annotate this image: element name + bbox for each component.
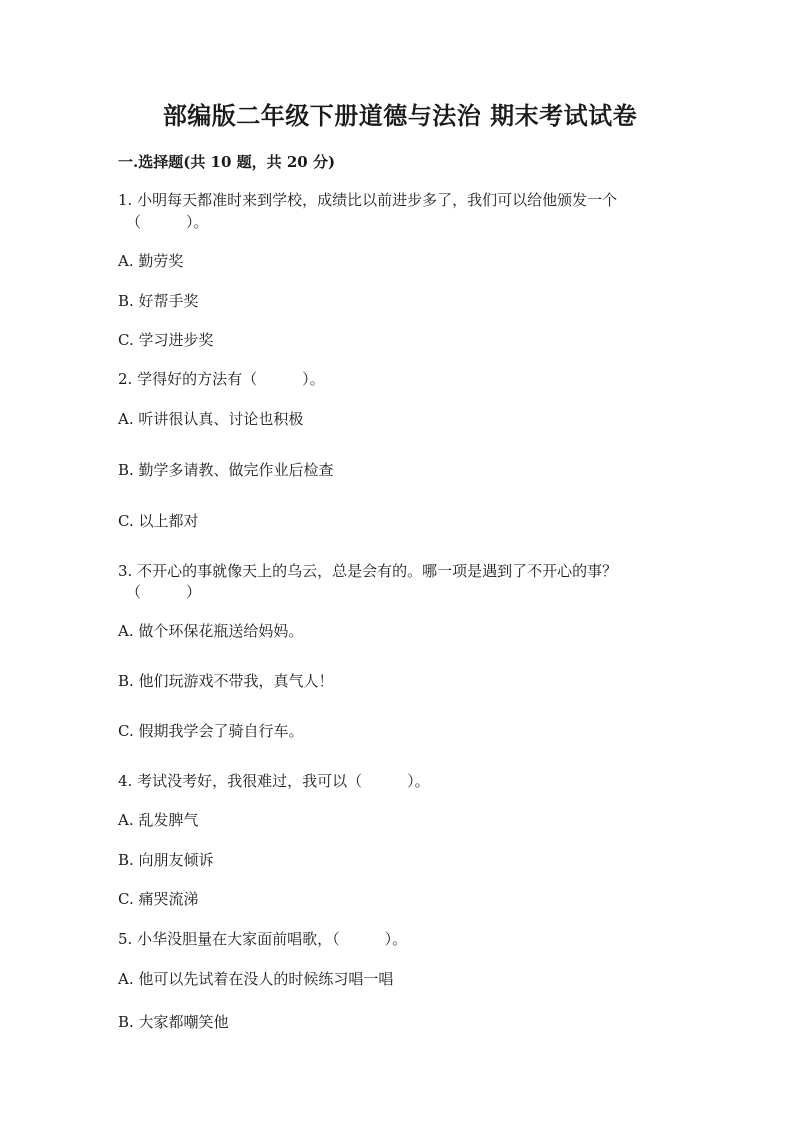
question-5-option-a: A. 他可以先试着在没人的时候练习唱一唱 bbox=[118, 970, 394, 988]
question-4-option-a: A. 乱发脾气 bbox=[118, 811, 199, 829]
question-4-option-c: C. 痛哭流涕 bbox=[118, 890, 199, 908]
question-1-option-a: A. 勤劳奖 bbox=[118, 252, 184, 270]
question-2-option-a: A. 听讲很认真、讨论也积极 bbox=[118, 410, 304, 428]
question-2-stem: 2. 学得好的方法有（ ）。 bbox=[118, 370, 325, 388]
question-3-option-a: A. 做个环保花瓶送给妈妈。 bbox=[118, 622, 304, 640]
question-3-stem: 3. 不开心的事就像天上的乌云，总是会有的。哪一项是遇到了不开心的事？ bbox=[118, 562, 618, 580]
question-3-stem-continued: （ ） bbox=[126, 583, 202, 601]
question-2-option-c: C. 以上都对 bbox=[118, 512, 199, 530]
question-2-option-b: B. 勤学多请教、做完作业后检查 bbox=[118, 461, 334, 479]
question-1-option-b: B. 好帮手奖 bbox=[118, 292, 199, 310]
question-4-option-b: B. 向朋友倾诉 bbox=[118, 851, 214, 869]
page-title: 部编版二年级下册道德与法治 期末考试试卷 bbox=[162, 101, 638, 130]
question-3-option-b: B. 他们玩游戏不带我，真气人！ bbox=[118, 672, 334, 690]
question-5-stem: 5. 小华没胆量在大家面前唱歌，（ ）。 bbox=[118, 930, 408, 948]
question-3-option-c: C. 假期我学会了骑自行车。 bbox=[118, 722, 304, 740]
question-1-stem: 1. 小明每天都准时来到学校，成绩比以前进步多了，我们可以给他颁发一个 bbox=[118, 191, 618, 209]
question-5-option-b: B. 大家都嘲笑他 bbox=[118, 1013, 229, 1031]
section-heading: 一.选择题(共 10 题，共 20 分) bbox=[118, 153, 336, 171]
question-1-option-c: C. 学习进步奖 bbox=[118, 331, 214, 349]
question-1-stem-continued: （ ）。 bbox=[126, 213, 209, 231]
question-4-stem: 4. 考试没考好，我很难过，我可以（ ）。 bbox=[118, 772, 430, 790]
